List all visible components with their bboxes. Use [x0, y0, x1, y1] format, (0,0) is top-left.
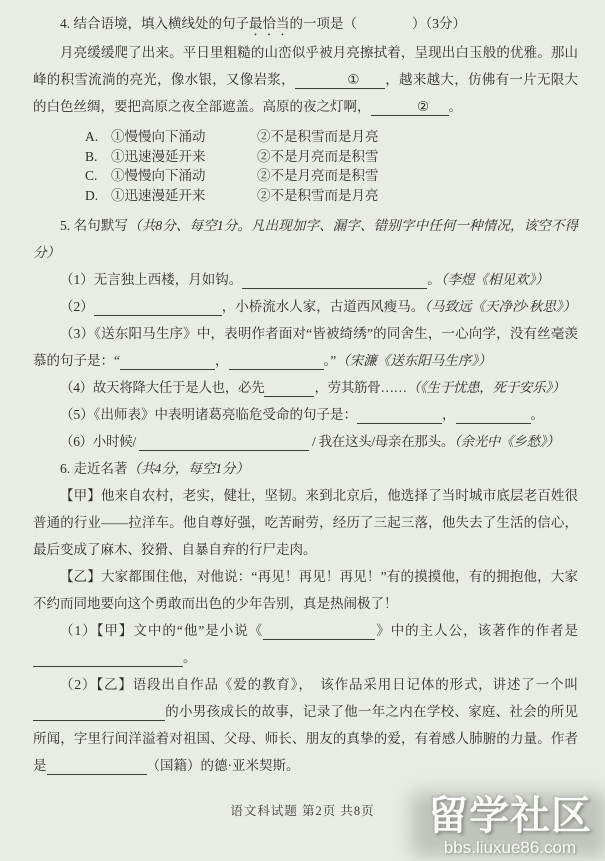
citation-text: （《生于忧患，死于安乐》） [406, 380, 565, 395]
citation-text: （余光中《乡愁》） [454, 434, 560, 449]
answer-space [357, 27, 412, 28]
question-5-item-1 [33, 266, 578, 293]
text-run: 4. 结合语境，填入横线处的句子 [60, 16, 249, 31]
question-6-passage-jia [33, 482, 578, 563]
text-run: / 我在这头/母亲在那头。 [308, 434, 455, 449]
blank-field [242, 272, 427, 289]
option-choice-1: ①迅速漫延开来 [111, 187, 206, 203]
text-run: 月亮缓缓爬了出来。平日里粗糙的山峦似乎被月亮擦拭着，呈现出白玉般的优雅。那山峰的积雪流淌的亮光，像水银，又像岩浆， [33, 45, 578, 87]
question-6-item-1 [33, 617, 578, 671]
question-5-item-4 [33, 374, 578, 401]
blank-field [33, 704, 165, 721]
citation-text: （共8分、每空1分。凡出现加字、漏字、错别字中任何一种情况，该空不得分） [33, 218, 579, 260]
text-run: （6）小时候/ [60, 434, 139, 449]
option-row [85, 166, 578, 186]
text-run: 的小男孩成长的故事，记录了他一年之内在学校、家庭、社会的所见所闻，字里行间洋溢着对祖国、父母、师长、朋友的真挚的爱，有着感人肺腑的力量。作者是 [33, 704, 578, 773]
blank-field [33, 650, 183, 667]
option-choice-1: ①慢慢向下涌动 [111, 168, 206, 183]
question-4-options [85, 127, 578, 205]
blank-field [263, 623, 375, 640]
text-run: （1）【甲】文中的“他”是小说《 [60, 623, 264, 638]
question-5-item-2 [33, 293, 578, 320]
citation-text: （马致远《天净沙·秋思》） [424, 299, 577, 314]
blank-field [357, 407, 442, 424]
option-row [85, 127, 578, 147]
blank-field [47, 758, 147, 775]
question-5-item-5 [33, 401, 578, 428]
text-run: （5）《出师表》中表明诸葛亮临危受命的句子是： [60, 407, 357, 422]
blank-field: ① [295, 72, 385, 89]
blank-field [456, 407, 531, 424]
text-run: ， [215, 353, 229, 368]
watermark-site-name: 留学社区 [428, 794, 592, 838]
text-run: （国籍）的德·亚米契斯。 [146, 758, 300, 773]
option-letter: A. [85, 129, 99, 144]
text-run: 。 [530, 407, 544, 422]
option-choice-2: ②不是积雪而是月亮 [257, 129, 379, 144]
blank-field [229, 353, 324, 370]
option-choice-1: ①慢慢向下涌动 [111, 129, 206, 144]
option-row [85, 147, 578, 167]
document-body [33, 10, 578, 779]
question-5-item-3 [33, 320, 578, 374]
question-5-item-6 [33, 428, 578, 455]
question-4-heading [33, 10, 578, 39]
blank-field [139, 434, 309, 451]
text-run: （4）故天将降大任于是人也，必先 [60, 380, 265, 395]
watermark [417, 794, 603, 857]
text-run: ，越来越大，仿佛有一片无限大的白色丝绸，要把高原之夜全部遮盖。高原的夜之灯啊， [33, 72, 579, 114]
text-run: 6. 走近名著 [60, 461, 128, 476]
question-6-heading [33, 455, 578, 482]
text-run: 。 [448, 99, 462, 114]
text-run: ，小桥流水人家，古道西风瘦马。 [221, 299, 425, 314]
text-run: 【乙】大家都围住他，对他说：“再见！再见！再见！”有的摸摸他，有的拥抱他，大家不约而同地要向这个勇敢而出色的少年告别，真是热闹极了！ [33, 569, 578, 611]
emphasized-text: 最恰当 [249, 16, 290, 31]
blank-field [94, 299, 222, 316]
option-row [85, 186, 578, 206]
question-6-item-2 [33, 671, 578, 779]
text-run: ）（3分） [412, 16, 466, 31]
text-run: 。 [427, 272, 441, 287]
question-6-passage-yi [33, 563, 578, 617]
citation-text: （宋濂《送东阳马生序》） [336, 353, 492, 368]
option-choice-2: ②不是月亮而是积雪 [257, 148, 379, 164]
text-run: （2）【乙】语段出自作品《爱的教育》， 该作品采用日记体的形式，讲述了一个叫 [60, 677, 578, 692]
page-footer-text: 语文科试题 第2页 共8页 [230, 804, 375, 818]
text-run: （2） [60, 299, 94, 314]
text-run: 的一项是（ [289, 16, 357, 31]
watermark-site-url: bbs.liuxue86.com [443, 838, 577, 857]
option-choice-2: ②不是积雪而是月亮 [257, 187, 379, 203]
text-run: 》中的主人公，该著作的作者是 [375, 623, 579, 638]
blank-field [120, 353, 215, 370]
option-letter: D. [85, 187, 99, 203]
text-run: （3）《送东阳马生序》中，表明作者面对“皆被绮绣”的同舍生，一心向学，没有丝毫羡慕的句子是：“ [33, 326, 578, 368]
text-run: 5. 名句默写 [60, 218, 129, 233]
citation-text: （共4分，每空1分） [127, 461, 249, 476]
blank-field: ② [371, 99, 449, 116]
citation-text: （李煜《相见欢》） [440, 272, 549, 287]
question-4-passage [33, 39, 578, 120]
text-run: ，劳其筋骨…… [314, 380, 407, 395]
blank-field [264, 380, 314, 397]
text-run: 【甲】他来自农村，老实，健壮，坚韧。来到北京后，他选择了当时城市底层老百姓很普通的行业——拉洋车。他自尊好强，吃苦耐劳，经历了三起三落，他失去了生活的信心，最后变成了麻木、狡猾、自暴自弃的行尸走肉。 [33, 488, 578, 557]
option-letter: B. [85, 148, 98, 164]
text-run: ， [442, 407, 456, 422]
text-run: 。 [183, 650, 197, 665]
option-choice-2: ②不是月亮而是积雪 [257, 168, 379, 183]
option-letter: C. [85, 168, 98, 183]
text-run: 。” [323, 353, 337, 368]
option-choice-1: ①迅速漫延开来 [111, 148, 206, 164]
text-run: （1）无言独上西楼，月如钩。 [60, 272, 243, 287]
question-5-heading [33, 212, 578, 266]
